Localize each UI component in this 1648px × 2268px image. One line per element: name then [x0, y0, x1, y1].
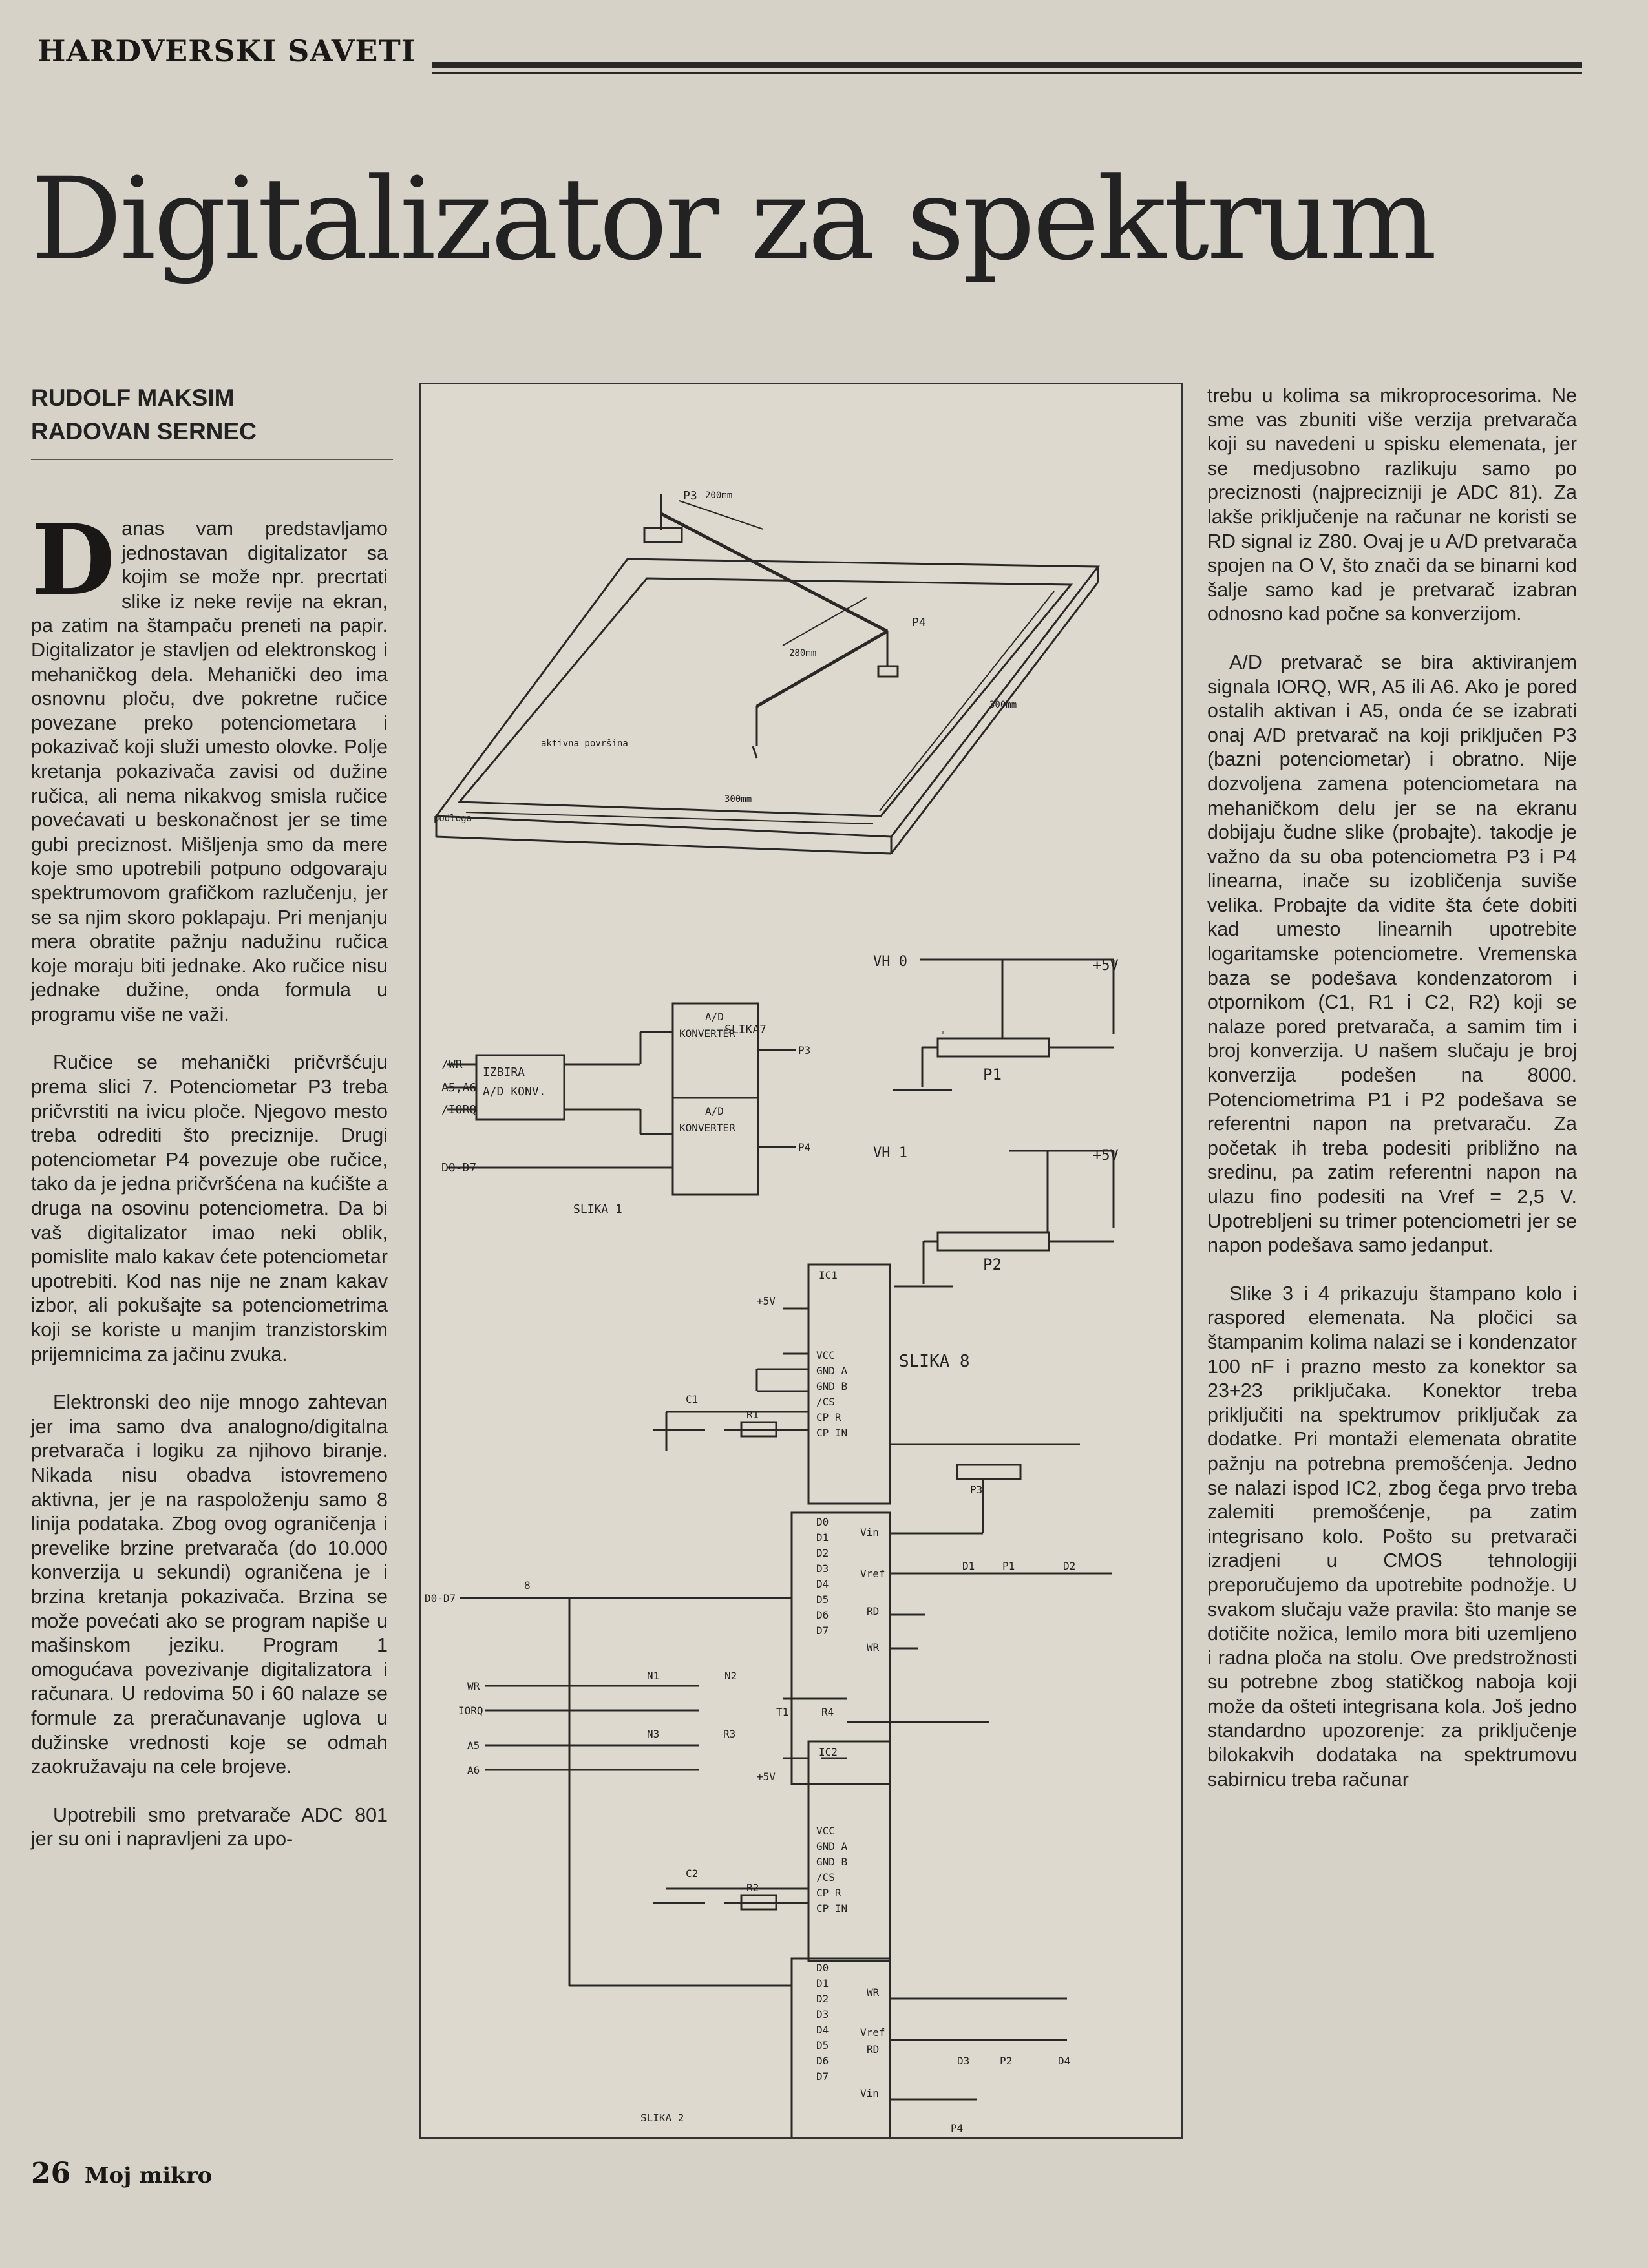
- label-ic2-cpin: CP IN: [816, 1902, 848, 1915]
- section-label: HARDVERSKI SAVETI: [37, 34, 416, 68]
- label-ic2-cs: /CS: [816, 1871, 835, 1884]
- p1-resistor: [938, 1038, 1049, 1056]
- label-ic2-d2: D2: [816, 1993, 829, 2005]
- label-ic1-d4: D4: [816, 1578, 829, 1590]
- label-n2: N2: [724, 1670, 737, 1682]
- section-header: [37, 34, 1582, 72]
- paragraph-electronic: Elektronski deo nije mnogo zahtevan jer ima samo dva analogno/digitalna pretvarača i logiku za njihovo biranje. Nikada nisu obadva istovremeno aktivna, jer je na raspoloženju samo 8 linija podataka. Zbog ovog ograničenja i prevelike brzine pretvarača (do 10.000 konverzija u sekundi) ograničena je i brzina kretanja pokazivača. Brzina se može povećati ako se program napiše u mašinskom jeziku. Program 1 omogućava povezivanje digitalizatora i računara. U redovima 50 i 60 nalaze se formule za preračunavanje uglova u dužinske vrednosti koje se odmah zaokružavaju na cele brojeve.: [31, 1391, 388, 1778]
- label-ic1-vcc: VCC: [816, 1349, 835, 1361]
- label-5v-ic1: +5V: [757, 1295, 776, 1307]
- label-ic1-gndb: GND B: [816, 1380, 848, 1392]
- label-in-a6: A6: [467, 1764, 480, 1776]
- label-slika8-p2: P2: [983, 1255, 1002, 1274]
- board-outline: [436, 559, 1098, 837]
- label-in-a5: A5: [467, 1739, 480, 1752]
- label-in-iorq: IORQ: [458, 1705, 483, 1717]
- label-bus-d0d7: D0-D7: [425, 1592, 456, 1604]
- label-slika8-p1: P1: [983, 1066, 1002, 1084]
- slika7-drawing: [436, 494, 1098, 854]
- label-slika2-p2: P2: [1000, 2055, 1013, 2067]
- label-vh1: VH 1: [873, 1145, 907, 1161]
- label-ic2-wr: WR: [867, 1986, 880, 1999]
- label-slika7-p4: P4: [912, 616, 926, 629]
- label-r3: R3: [723, 1728, 736, 1740]
- label-n3: N3: [647, 1728, 660, 1740]
- label-slika2-p4: P4: [951, 2122, 964, 2134]
- label-ic2-rd: RD: [867, 2043, 880, 2055]
- authors: [31, 381, 393, 460]
- label-r4: R4: [821, 1706, 834, 1718]
- label-ic2-d0: D0: [816, 1962, 829, 1974]
- author-1: RUDOLF MAKSIM: [31, 384, 235, 411]
- label-ic1-vin: Vin: [860, 1526, 879, 1538]
- label-ic2-d7: D7: [816, 2070, 829, 2083]
- label-ic1-cs: /CS: [816, 1396, 835, 1408]
- column-right: [1207, 384, 1577, 1816]
- column-left: [31, 503, 388, 1876]
- drop-cap: D: [31, 503, 116, 617]
- paragraph-intro: [31, 503, 388, 1027]
- label-slika1-p3: P3: [798, 1044, 811, 1056]
- label-bus-8: 8: [524, 1579, 531, 1591]
- label-izbira-konv: A/D KONV.: [483, 1085, 546, 1098]
- label-aktivna: aktivna površina: [541, 739, 628, 749]
- label-d0d7: D0-D7: [441, 1161, 477, 1175]
- slika8-drawing: [893, 960, 1114, 1286]
- label-c1: C1: [686, 1393, 699, 1405]
- label-wr: /WR: [441, 1058, 463, 1071]
- label-slika2-p1: P1: [1002, 1560, 1015, 1572]
- paragraph-continuation: trebu u kolima sa mikroprocesorima. Ne sme vas zbuniti više verzija pretvarača koji su navedeni u spisku elemenata, jer se medjusobno razlikuju samo po preciznosti (najprecizniji je ADC 81). Za lakše priključenje na računar ne koristi se RD signal iz Z80. Ovaj je u A/D pretvarača spojen na O V, što znači da se binarni kod šalje samo kad je pretvarač izabran odnosno kad počne sa konverzijom.: [1207, 384, 1577, 625]
- label-r1: R1: [746, 1409, 759, 1421]
- page-footer: [31, 2157, 212, 2190]
- label-iorq: /IORQ: [441, 1103, 477, 1117]
- label-ic2-d5: D5: [816, 2039, 829, 2052]
- dim-280mm: 280mm: [789, 648, 817, 658]
- label-ic2-cpr: CP R: [816, 1887, 841, 1899]
- label-konverter-2: KONVERTER: [679, 1122, 735, 1134]
- label-ic2-d3: D3: [816, 2008, 829, 2021]
- label-vh0: VH 0: [873, 954, 907, 970]
- label-podloga: podloga: [434, 814, 472, 824]
- label-slika1-p4: P4: [798, 1141, 811, 1153]
- label-5v-1: +5V: [1093, 958, 1119, 974]
- label-izbira: IZBIRA: [483, 1066, 525, 1079]
- p2-resistor: [938, 1232, 1049, 1250]
- label-ic2-vref: Vref: [860, 2026, 885, 2039]
- header-rule-thin: [432, 72, 1582, 74]
- label-konverter-1: KONVERTER: [679, 1027, 735, 1040]
- label-ic1-rd: RD: [867, 1605, 880, 1617]
- dim-300mm: 300mm: [724, 794, 752, 804]
- label-d3: D3: [957, 2055, 970, 2067]
- dim-side: 300mm: [989, 700, 1017, 710]
- header-rule: [432, 62, 1582, 68]
- label-ic1-d3: D3: [816, 1562, 829, 1575]
- label-5v-2: +5V: [1093, 1148, 1119, 1164]
- schematics-svg: [421, 384, 1181, 2137]
- slika2-caption: SLIKA 2: [640, 2112, 684, 2124]
- label-ic2-d1: D1: [816, 1977, 829, 1990]
- label-ic1-d6: D6: [816, 1609, 829, 1621]
- label-ic2-d4: D4: [816, 2024, 829, 2036]
- label-d1: D1: [962, 1560, 975, 1572]
- page-number: 26: [31, 2157, 71, 2190]
- figure-schematics: [419, 383, 1183, 2139]
- label-r2: R2: [746, 1882, 759, 1894]
- label-slika2-p3: P3: [970, 1484, 983, 1496]
- article-title: Digitalizator za spektrum: [31, 153, 1435, 286]
- label-slika7-p3: P3: [683, 489, 697, 503]
- label-n1: N1: [647, 1670, 660, 1682]
- label-ic1-d0: D0: [816, 1516, 829, 1528]
- label-ic2-gndb: GND B: [816, 1856, 848, 1868]
- active-area-outline: [460, 578, 1071, 816]
- slika2-drawing: [460, 1031, 1112, 2137]
- label-a5a6: A5,A6: [441, 1081, 477, 1095]
- label-ic1-d2: D2: [816, 1547, 829, 1559]
- label-ic1-wr: WR: [867, 1641, 880, 1654]
- label-5v-ic2: +5V: [757, 1770, 776, 1783]
- label-ic1-d5: D5: [816, 1593, 829, 1606]
- paragraph-adc: Upotrebili smo pretvarače ADC 801 jer su oni i napravljeni za upo-: [31, 1803, 388, 1851]
- label-ic1-cpr: CP R: [816, 1411, 841, 1423]
- label-ic2-d6: D6: [816, 2055, 829, 2067]
- label-d4: D4: [1058, 2055, 1071, 2067]
- slika8-caption: SLIKA 8: [899, 1352, 970, 1371]
- label-ic1-vref: Vref: [860, 1568, 885, 1580]
- label-c2: C2: [686, 1867, 699, 1880]
- label-ic1-gnda: GND A: [816, 1365, 848, 1377]
- paragraph-mechanical: Ručice se mehanički pričvršćuju prema slici 7. Potenciometar P3 treba pričvrstiti na ivicu ploče. Njegovo mesto treba odrediti što preciznije. Drugi potenciometar P4 povezuje obe ručice, tako da je jedna pričvršćena na kućište a druga na osovinu potenciometra. Da bi vaš digitalizator imao neki oblik, pomislite malo kakav ćete potenciometar upotrebiti. Kod nas nije ne znam kakav izbor, ali pokušajte sa potenciometrima koji se koriste u manjim tranzistorskim prijemnicima za jačinu zvuka.: [31, 1051, 388, 1365]
- slika1-caption: SLIKA 1: [573, 1202, 622, 1216]
- label-d2: D2: [1063, 1560, 1076, 1572]
- label-t1: T1: [776, 1706, 789, 1718]
- label-ic1-d7: D7: [816, 1624, 829, 1637]
- label-ic1-d1: D1: [816, 1531, 829, 1544]
- label-ic2: IC2: [819, 1746, 838, 1758]
- label-ic2-vcc: VCC: [816, 1825, 835, 1837]
- label-ad-1: A/D: [705, 1011, 724, 1023]
- label-ic2-vin: Vin: [860, 2087, 879, 2099]
- paragraph-selection: A/D pretvarač se bira aktiviranjem signala IORQ, WR, A5 ili A6. Ako je pored ostalih aktivan i A5, onda će se izabrati onaj A/D pretvarač na koji priključen P3 (bazni potenciometar) i obratno. Nije dozvoljena zamena potenciometara na mehaničkom delu jer se na ekranu dobijaju čudne slike (probajte). takodje je važno da su oba potenciometra P3 i P4 linearna, inače su izobličenja suviše velika. Probajte da vidite šta ćete dobiti kad umesto linearnih upotrebite logaritamske potenciometre. Vremenska baza se podešava kondenzatorom i otpornikom (C1, R1 i C2, R2) koji se nalaze pored pretvarača, a samim tim i broj konverzija. U našem slučaju je broj konverzija podešen na 8000. Potenciometrima P1 i P2 podešava se referentni napon na pretvaraču. Za početak ih treba podesiti približno na sredinu, pa zatim referentni napon na ulazu fino podesiti na Vref = 2,5 V. Upotrebljeni su trimer potenciometri jer se napon podešava samo jedanput.: [1207, 651, 1577, 1257]
- paragraph-intro-text: anas vam predstavljamo jednostavan digitalizator sa kojim se može npr. precrtati slike iz neke revije na ekran, pa zatim na štampaču preneti na papir. Digitalizator je stavljen od elektronskog i mehaničkog dela. Mehanički deo ima osnovnu ploču, dve pokretne ručice povezane preko potenciometara i pokazivač koji služi umesto olovke. Polje kretanja pokazivača zavisi od dužine ručica, ali nema nikakvog smisla ručice povećavati u beskonačnost jer se time gubi preciznost. Mišljenja smo da mere koje smo upotrebili potpuno odgovaraju spektrumovom grafičkom razlučenju, jer se sa njim skoro poklapaju. Pri menjanju mera obratite pažnju nadužinu ručica koje moraju biti jednake. Ako ručice nisu jednake dužine, onda formula u programu više ne važi.: [31, 518, 388, 1025]
- label-ic1-cpin: CP IN: [816, 1427, 848, 1439]
- magazine-name: Moj mikro: [84, 2163, 213, 2189]
- label-ic1: IC1: [819, 1269, 838, 1281]
- slika7-caption: SLIKA7: [724, 1023, 767, 1036]
- dim-200mm: 200mm: [705, 490, 733, 501]
- author-2: RADOVAN SERNEC: [31, 418, 257, 445]
- label-in-wr: WR: [467, 1680, 480, 1692]
- authors-rule: [31, 459, 393, 460]
- label-ic2-gnda: GND A: [816, 1840, 848, 1853]
- label-ad-2: A/D: [705, 1105, 724, 1117]
- paragraph-pcb: Slike 3 i 4 prikazuju štampano kolo i raspored elemenata. Na pločici sa štampanim kolima nalazi se i kondenzator 100 nF i prazno mesto za konektor sa 23+23 priključaka. Konektor treba priključiti na spektrumov priključak za dodatke. Pri montaži elemenata obratite pažnju na potrebna premošćenja. Jedno se nalazi ispod IC2, zbog čega prvo treba zalemiti premošćenje, pa zatim integrisano kolo. Pošto su pretvarači izradjeni u CMOS tehnologiji preporučujemo da upotrebite podnožje. U svakom slučaju važe pravila: što manje se dotičite nožica, lemilo mora biti uzemljeno i radna ploča na stolu. Ove predstrožnosti su potrebne zbog statičkog naboja koji može da ošteti integrisana kola. Još jedno standardno upozorenje: za priključenje bilokakvih dodataka na spektrumovu sabirnicu treba računar: [1207, 1282, 1577, 1790]
